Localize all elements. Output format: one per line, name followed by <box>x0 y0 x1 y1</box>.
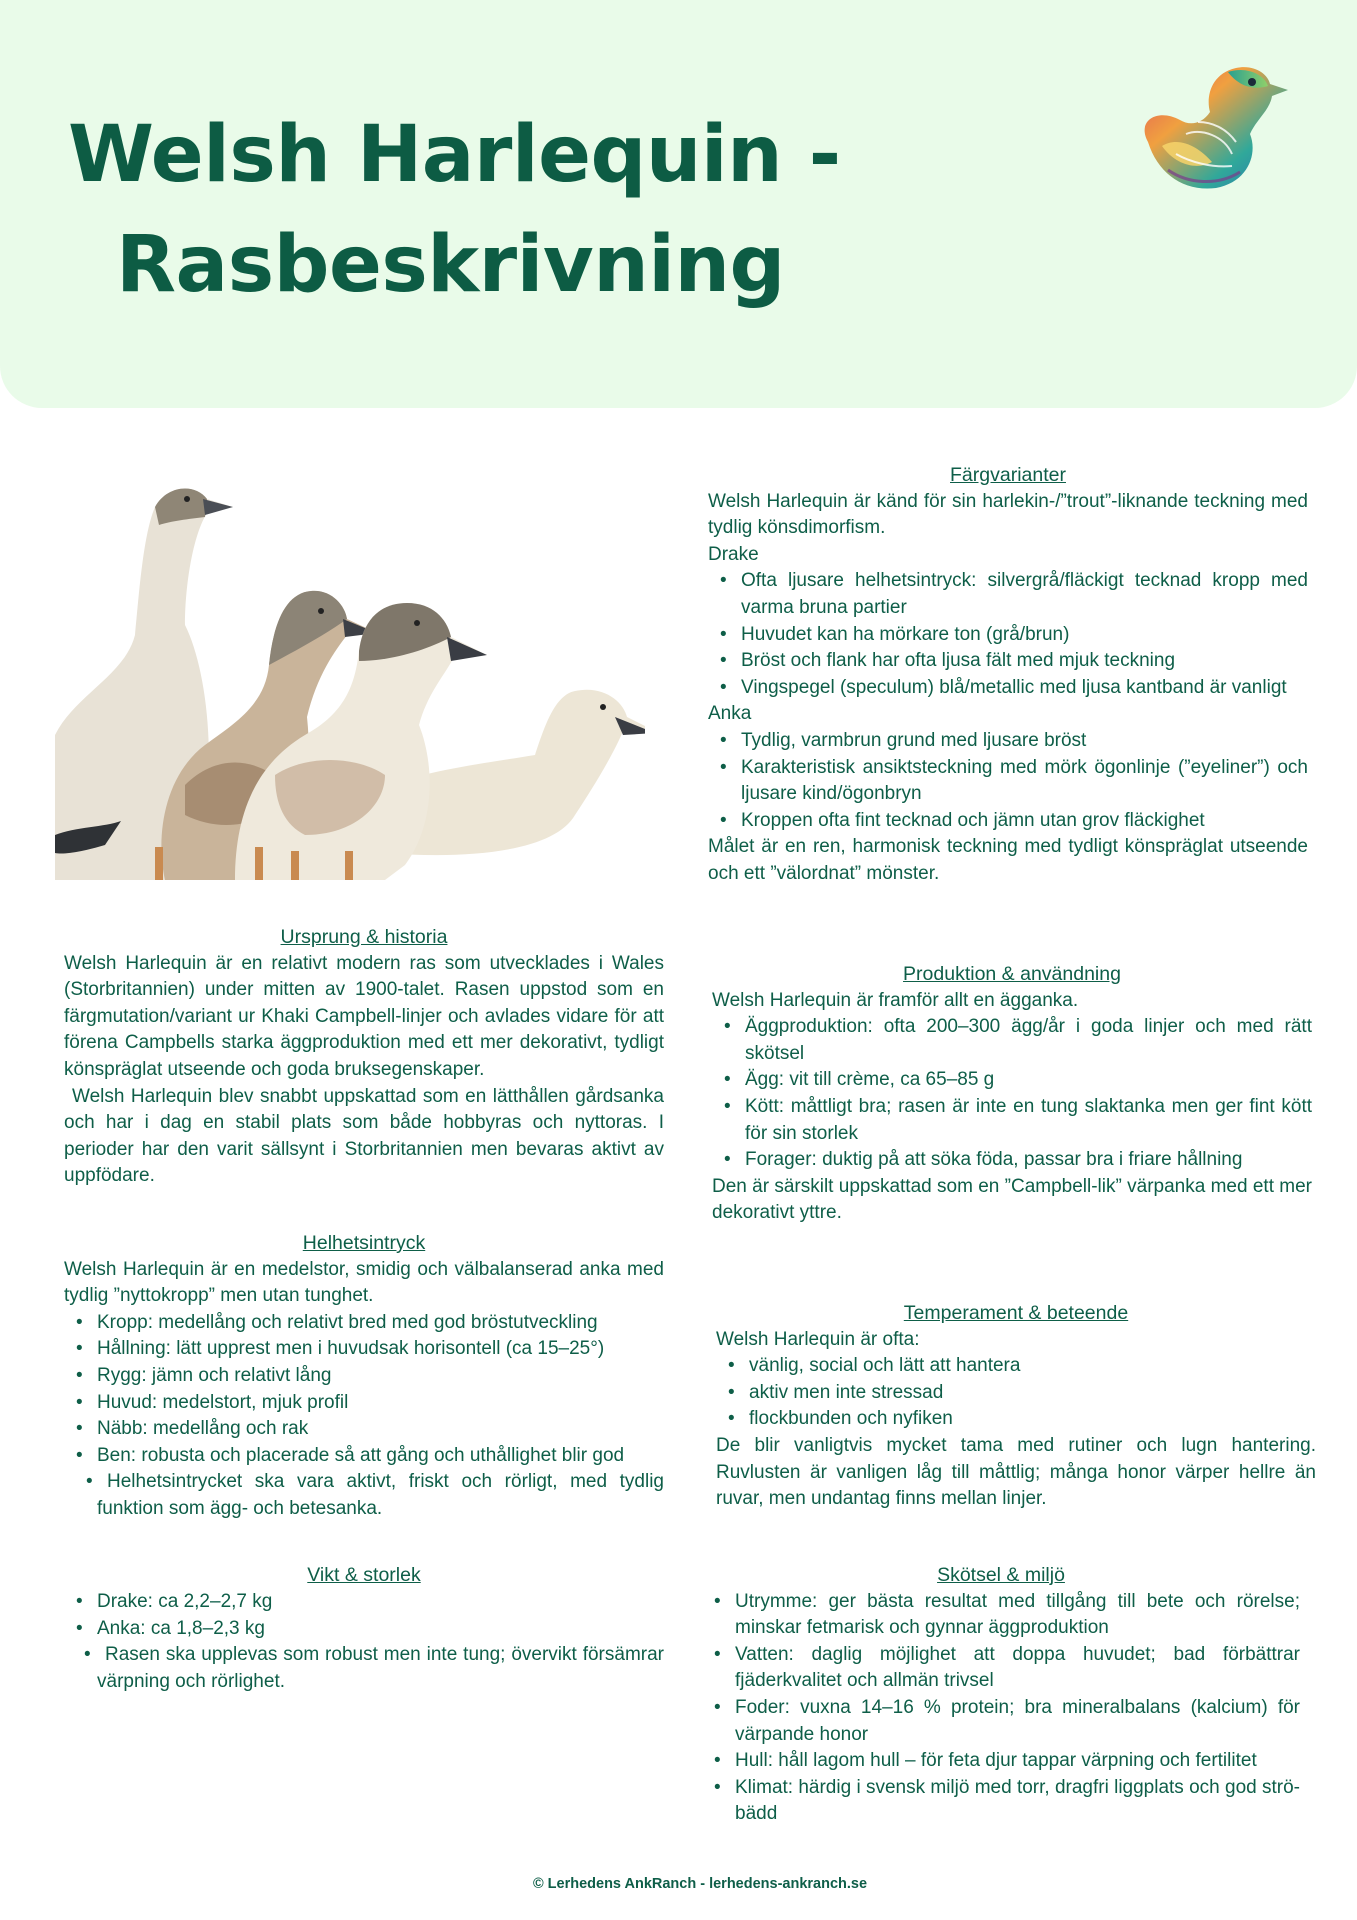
list-item: • Kött: måttligt bra; rasen är inte en tung slaktanka men ger fint kött för sin storlek <box>745 1094 1312 1147</box>
temperament-list <box>716 1353 1316 1433</box>
duck-list <box>708 728 1308 834</box>
list-item: • Näbb: medellång och rak <box>97 1416 664 1443</box>
list-item: • Rasen ska upplevas som robust men inte tung; övervikt försämrar värpning och rörlighet. <box>97 1642 664 1695</box>
weight-section <box>64 1562 664 1695</box>
list-item: • Bröst och flank har ofta ljusa fält med mjuk teckning <box>741 648 1308 675</box>
production-outro: Den är särskilt uppskattad som en ”Campbell-lik” värpanka med ett mer dekorativt yttre. <box>712 1175 1312 1224</box>
duck-label: Anka <box>708 703 752 725</box>
colors-intro: Welsh Harlequin är känd för sin harlekin-/”trout”-liknande teckning med tydlig könsdimorfism. <box>708 490 1308 539</box>
list-item: • Äggproduktion: ofta 200–300 ägg/år i goda linjer och med rätt skötsel <box>745 1014 1312 1067</box>
list-item: • Helhetsintrycket ska vara aktivt, friskt och rörligt, med tydlig funktion som ägg- och betesanka. <box>97 1469 664 1522</box>
title-line-2: Rasbeskrivning <box>116 220 785 310</box>
list-item: • Klimat: härdig i svensk miljö med torr, dragfri liggplats och god ströbädd <box>735 1775 1300 1828</box>
production-list <box>712 1014 1312 1174</box>
temperament-outro: De blir vanligtvis mycket tama med rutiner och lugn hantering. Ruvlusten är vanligen låg till måttlig; många honor värper hellre än ruvar, men undantag finns mellan linjer. <box>716 1434 1316 1510</box>
list-item: • Kroppen ofta fint tecknad och jämn utan grov fläckighet <box>741 808 1308 835</box>
overall-list <box>64 1310 664 1523</box>
list-item: • Huvud: medelstort, mjuk profil <box>97 1390 664 1417</box>
temperament-intro: Welsh Harlequin är ofta: <box>716 1328 920 1350</box>
ducks-photo <box>55 455 645 880</box>
temperament-title: Temperament & beteende <box>903 1302 1129 1324</box>
list-item: • Hull: håll lagom hull – för feta djur tappar värpning och fertilitet <box>735 1748 1300 1775</box>
production-section <box>712 961 1312 1227</box>
production-intro: Welsh Harlequin är framför allt en ägganka. <box>712 989 1079 1011</box>
title-line-1: Welsh Harlequin - <box>68 110 841 200</box>
list-item: • Tydlig, varmbrun grund med ljusare bröst <box>741 728 1308 755</box>
left-column <box>64 924 664 1695</box>
list-item: • Drake: ca 2,2–2,7 kg <box>97 1589 664 1616</box>
list-item: • Hållning: lätt upprest men i huvudsak horisontell (ca 15–25°) <box>97 1336 664 1363</box>
origin-title: Ursprung & historia <box>280 926 448 948</box>
right-column <box>708 462 1308 888</box>
origin-paragraph-2: Welsh Harlequin blev snabbt uppskattad som en lätthållen gårdsanka och har i dag en stabil plats som både hobbyras och nyttoras. I perioder har den varit sällsynt i Storbritannien men bevaras aktivt av uppfödare. <box>64 1085 664 1187</box>
overall-section <box>64 1230 664 1523</box>
list-item: • Kropp: medellång och relativt bred med god bröstutveckling <box>97 1310 664 1337</box>
colors-section <box>708 462 1308 888</box>
drake-list <box>708 568 1308 701</box>
list-item: • flockbunden och nyfiken <box>749 1406 1316 1433</box>
production-column <box>712 961 1312 1227</box>
care-column <box>702 1562 1300 1828</box>
care-title: Skötsel & miljö <box>937 1564 1065 1586</box>
list-item: • Karakteristisk ansiktsteckning med mörk ögonlinje (”eyeliner”) och ljusare kind/ögonbryn <box>741 755 1308 808</box>
overall-title: Helhetsintryck <box>302 1231 426 1254</box>
production-title: Produktion & användning <box>903 963 1121 985</box>
colors-outro: Målet är en ren, harmonisk teckning med tydligt könspräglat utseende och ett ”välordnat” mönster. <box>708 836 1308 884</box>
care-section <box>702 1562 1300 1828</box>
list-item: • vänlig, social och lätt att hantera <box>749 1353 1316 1380</box>
overall-intro: Welsh Harlequin är en medelstor, smidig och välbalanserad anka med tydlig ”nyttokropp” men utan tunghet. <box>64 1258 664 1307</box>
list-item: • Ben: robusta och placerade så att gång och uthållighet blir god <box>97 1443 664 1470</box>
page-title <box>68 100 841 320</box>
list-item: • Anka: ca 1,8–2,3 kg <box>97 1616 664 1643</box>
weight-title: Vikt & storlek <box>307 1564 421 1587</box>
list-item: • Ofta ljusare helhetsintryck: silvergrå/fläckigt tecknad kropp med varma bruna partier <box>741 568 1308 621</box>
colors-title: Färgvarianter <box>950 464 1066 486</box>
list-item: • Ägg: vit till crème, ca 65–85 g <box>745 1067 1312 1094</box>
weight-list <box>64 1589 664 1695</box>
duck-logo-icon <box>1128 50 1294 198</box>
list-item: • Utrymme: ger bästa resultat med tillgång till bete och rörelse; minskar fetmarisk och gynnar äggproduktion <box>735 1589 1300 1642</box>
drake-label: Drake <box>708 543 759 565</box>
list-item: • Vatten: daglig möjlighet att doppa huvudet; bad förbättrar fjäderkvalitet och allmän trivsel <box>735 1642 1300 1695</box>
origin-section <box>64 924 664 1190</box>
list-item: • Huvudet kan ha mörkare ton (grå/brun) <box>741 622 1308 649</box>
list-item: • Forager: duktig på att söka föda, passar bra i friare hållning <box>745 1147 1312 1174</box>
origin-paragraph-1: Welsh Harlequin är en relativt modern ras som utvecklades i Wales (Storbritannien) under mitten av 1900-talet. Rasen uppstod som en färgmutation/variant ur Khaki Campbell-linjer och avlades vidare för att förena Campbells starka äggproduktion med ett mer dekorativt, tydligt könspräglat utseende och goda bruksegenskaper. <box>64 952 664 1080</box>
list-item: • Vingspegel (speculum) blå/metallic med ljusa kantband är vanligt <box>741 675 1308 702</box>
footer-text: © Lerhedens AnkRanch - lerhedens-ankranch.se <box>532 1876 868 1892</box>
temperament-section <box>716 1300 1316 1513</box>
care-list <box>702 1589 1300 1828</box>
list-item: • Foder: vuxna 14–16 % protein; bra mineralbalans (kalcium) för värpande honor <box>735 1695 1300 1748</box>
list-item: • Rygg: jämn och relativt lång <box>97 1363 664 1390</box>
header-banner <box>0 0 1357 408</box>
temperament-column <box>716 1300 1316 1513</box>
list-item: • aktiv men inte stressad <box>749 1380 1316 1407</box>
